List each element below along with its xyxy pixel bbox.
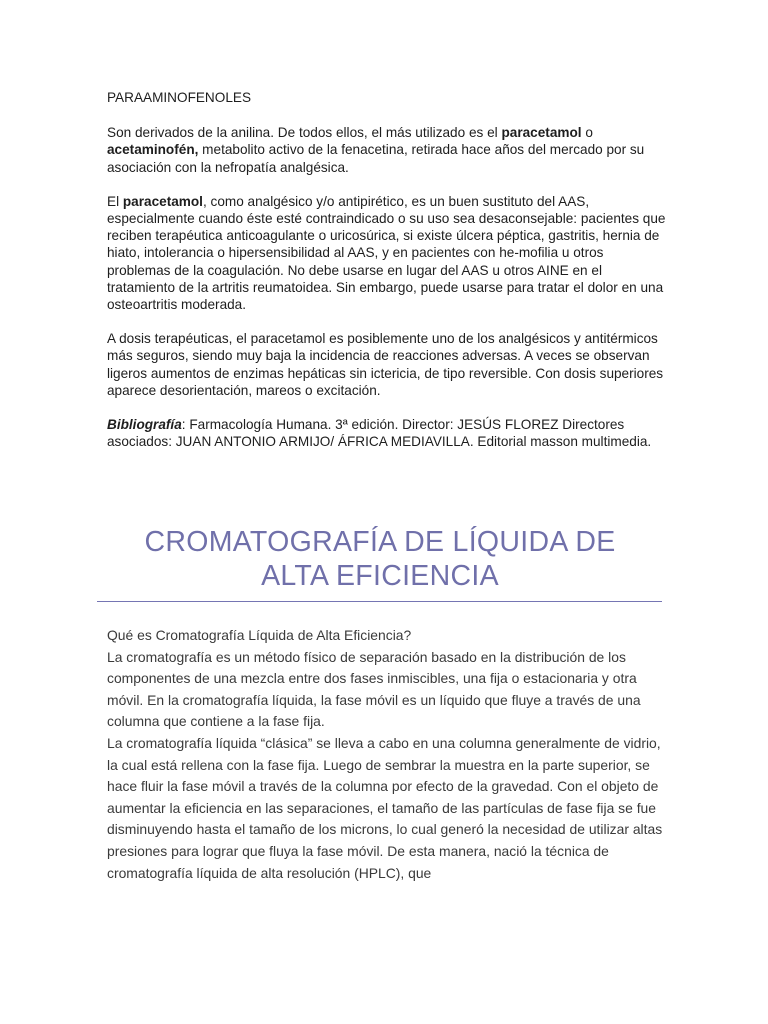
title-divider	[97, 601, 662, 602]
paracetamol-bold-2: paracetamol	[122, 193, 203, 209]
intro-paragraph	[107, 124, 667, 176]
use-text-2: , como analgésico y/o antipirético, es un buen sustituto del AAS, especialmente cuando éste esté contraindicado o su uso sea desaconsejable: pacientes que reciben terapéutica anticoagulante o uricosúrica, si existe úlcera péptica, gastritis, hernia de hiato, intolerancia o hipersensibilidad al AAS, y en pacientes con he-mofilia u otros problemas de la coagulación. No debe usarse en lugar del AAS u otros AINE en el tratamiento de la artritis reumatoidea. Sin embargo, puede usarse para tratar el dolor en una osteoartritis moderada.	[107, 193, 666, 313]
intro-text-3: metabolito activo de la fenacetina, retirada hace años del mercado por su asociación con la nefropatía analgésica.	[107, 142, 645, 175]
dosage-paragraph: A dosis terapéuticas, el paracetamol es posiblemente uno de los analgésicos y antitérmicos más seguros, siendo muy baja la incidencia de reacciones adversas. A veces se observan ligeros aumentos de enzimas hepáticas sin ictericia, de tipo reversible. Con dosis superiores aparece desorientación, mareos o excitación.	[107, 331, 664, 398]
hplc-paragraph-2: La cromatografía líquida “clásica” se lleva a cabo en una columna generalmente de vidrio, la cual está rellena con la fase fija. Luego de sembrar la muestra en la parte superior, se hace fluir la fase móvil a través de la columna por efecto de la gravedad. Con el objeto de aumentar la eficiencia en las separaciones, el tamaño de las partículas de fase fija se fue disminuyendo hasta el tamaño de los microns, lo cual generó la necesidad de utilizar altas presiones para lograr que fluya la fase móvil. De esta manera, nació la técnica de cromatografía líquida de alta resolución (HPLC), que	[107, 734, 663, 881]
hplc-title-line-1: CROMATOGRAFÍA DE LÍQUIDA DE	[144, 526, 616, 558]
intro-text-1: Son derivados de la anilina. De todos ellos, el más utilizado es el	[107, 125, 502, 141]
hplc-title	[100, 525, 660, 593]
use-text-1: El	[107, 193, 123, 209]
bibliography-text: : Farmacología Humana. 3ª edición. Director: JESÚS FLOREZ Directores asociados: JUAN ANTONIO ARMIJO/ ÁFRICA MEDIAVILLA. Editorial masson multimedia.	[107, 417, 652, 450]
section-heading: PARAAMINOFENOLES	[107, 90, 252, 105]
acetaminofen-bold: acetaminofén,	[107, 142, 199, 158]
hplc-question: Qué es Cromatografía Líquida de Alta Eficiencia?	[107, 627, 412, 643]
hplc-title-line-2: ALTA EFICIENCIA	[261, 560, 499, 592]
paraaminofenoles-section	[107, 89, 667, 467]
paracetamol-use-paragraph	[107, 193, 667, 313]
bibliography-paragraph	[107, 416, 667, 450]
hplc-paragraph-1: La cromatografía es un método físico de separación basado en la distribución de los componentes de una mezcla entre dos fases inmiscibles, una fija o estacionaria y otra móvil. En la cromatografía líquida, la fase móvil es un líquido que fluye a través de una columna que contiene a la fase fija.	[107, 648, 641, 730]
bibliography-label: Bibliografía	[107, 417, 182, 433]
paracetamol-bold: paracetamol	[501, 125, 582, 141]
hplc-section	[107, 625, 667, 884]
intro-text-2: o	[581, 125, 593, 141]
